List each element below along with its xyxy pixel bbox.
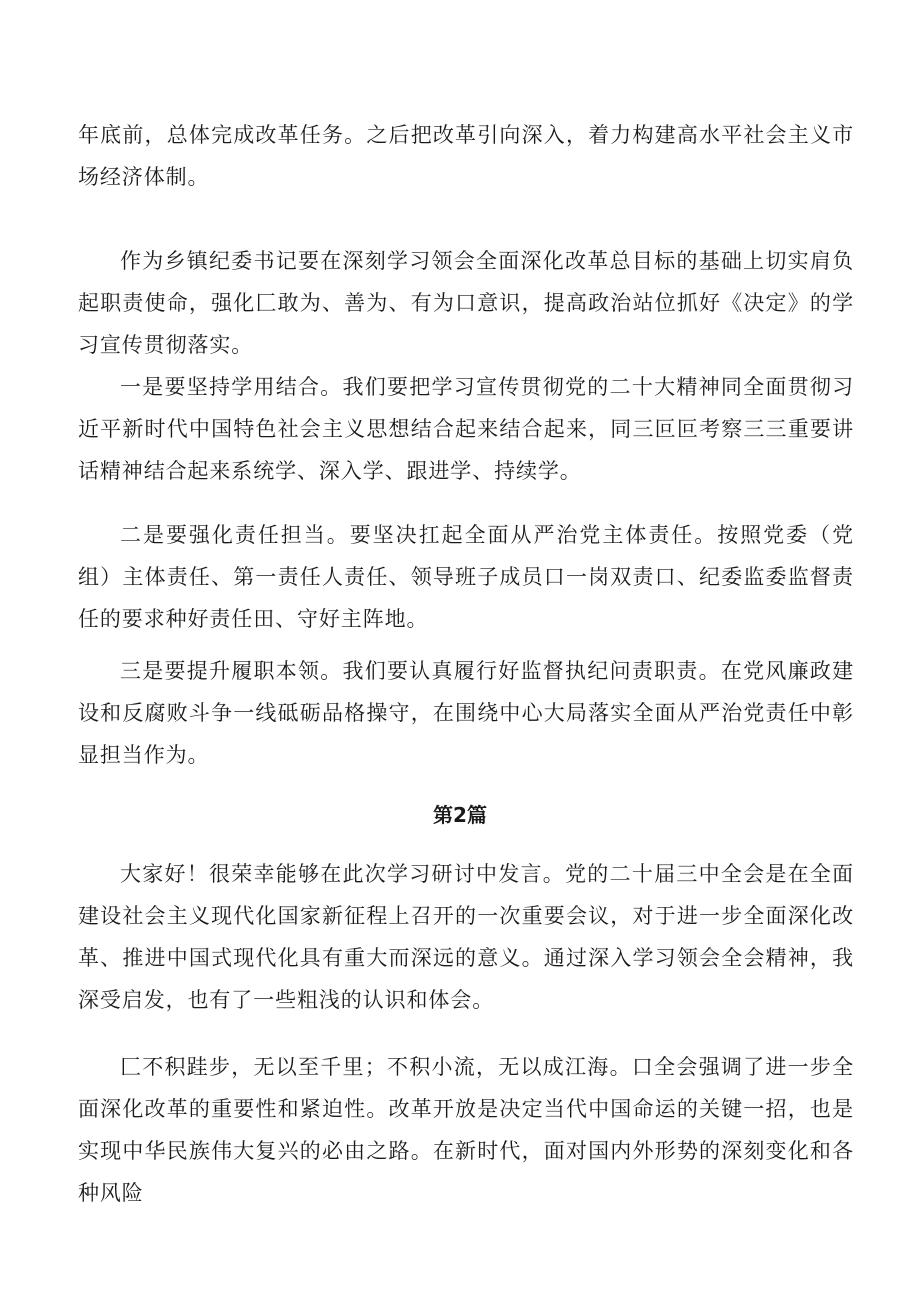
section-heading: 第2篇 — [433, 803, 487, 827]
paragraph-point-one: 一是要坚持学用结合。我们要把学习宣传贯彻党的二十大精神同全面贯彻习近平新时代中国特色社会主义思想结合起来结合起来，同三叵叵考察三三重要讲话精神结合起来系统学、深入学、跟进学、持续学。 — [78, 375, 854, 483]
paragraph-continuation: 年底前，总体完成改革任务。之后把改革引向深入，着力构建高水平社会主义市场经济体制。 — [78, 123, 854, 189]
paragraph-duty: 作为乡镇纪委书记要在深刻学习领会全面深化改革总目标的基础上切实肩负起职责使命，强化匚敢为、善为、有为口意识，提高政治站位抓好《决定》的学习宣传贯彻落实。 — [78, 249, 854, 357]
paragraph-point-three: 三是要提升履职本领。我们要认真履行好监督执纪问责职责。在党风廉政建设和反腐败斗争一线砥砺品格操守，在围绕中心大局落实全面从严治党责任中彰显担当作为。 — [78, 659, 854, 767]
paragraph-reform-importance: 匚不积跬步，无以至千里；不积小流，无以成江海。口全会强调了进一步全面深化改革的重要性和紧迫性。改革开放是决定当代中国命运的关键一招，也是实现中华民族伟大复兴的必由之路。在新时代，面对国内外形势的深刻变化和各种风险 — [78, 1055, 854, 1205]
paragraph-point-two: 二是要强化责任担当。要坚决扛起全面从严治党主体责任。按照党委（党组）主体责任、第一责任人责任、领导班子成员口一岗双责口、纪委监委监督责任的要求种好责任田、守好主阵地。 — [78, 523, 854, 631]
paragraph-speech-intro: 大家好！很荣幸能够在此次学习研讨中发言。党的二十届三中全会是在全面建设社会主义现代化国家新征程上召开的一次重要会议，对于进一步全面深化改革、推进中国式现代化具有重大而深远的意义。通过深入学习领会全会精神，我深受启发，也有了一些粗浅的认识和体会。 — [78, 862, 854, 1012]
